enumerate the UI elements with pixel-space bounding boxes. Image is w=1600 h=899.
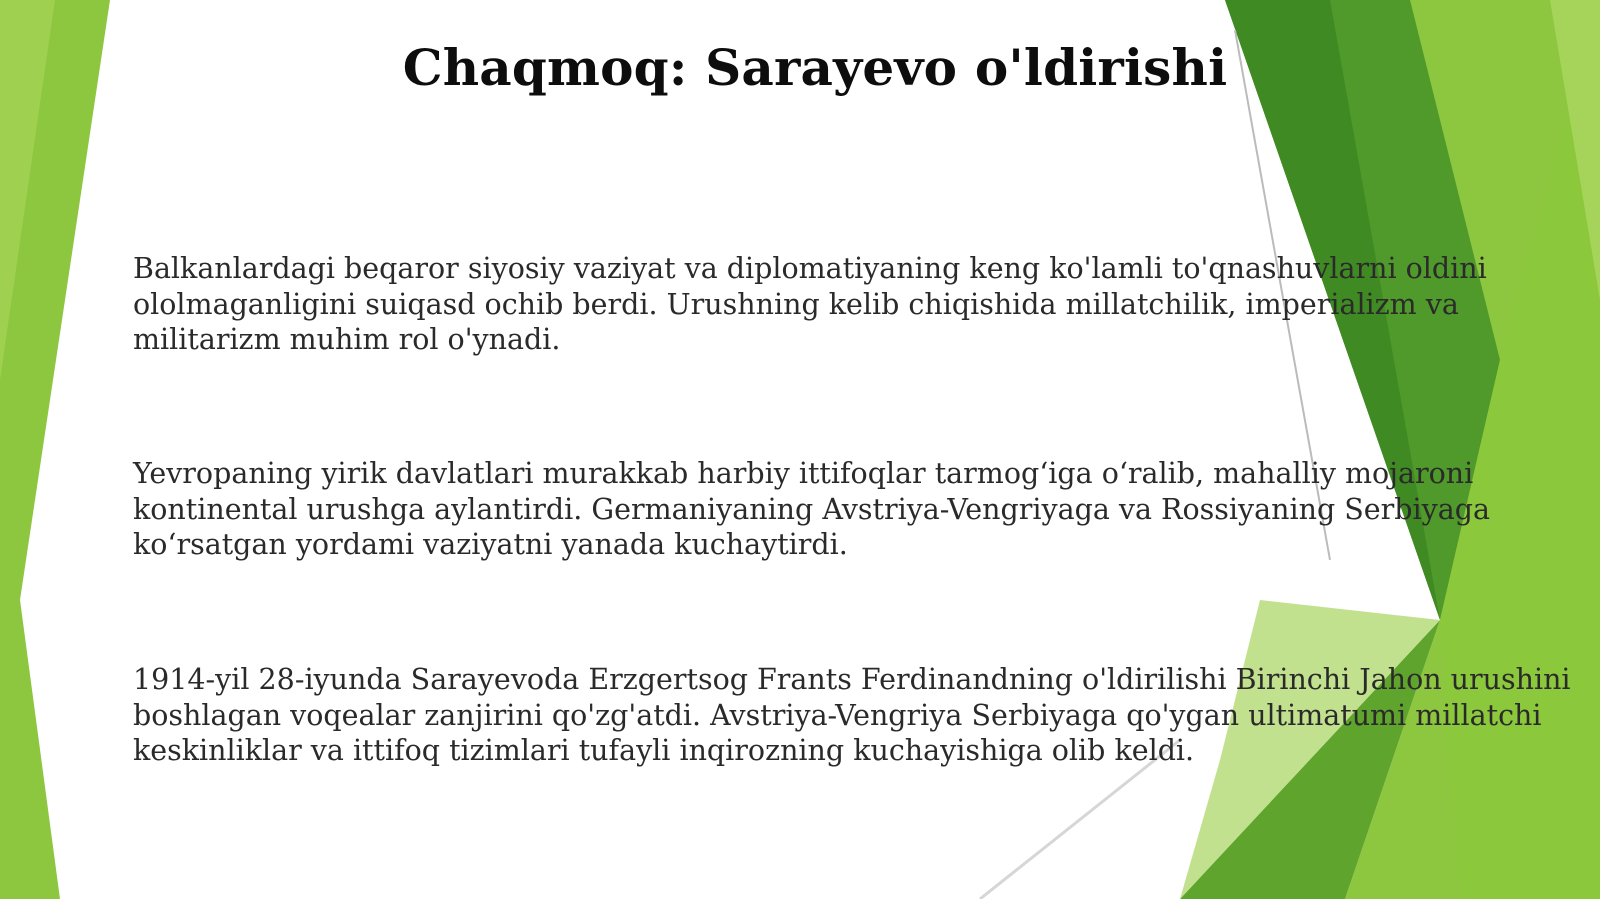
paragraph-1: Balkanlardagi beqaror siyosiy vaziyat va diplomatiyaning keng ko'lamli to'qnashuvlarni oldini ololmaganligini suiqasd ochib berdi. Urushning kelib chiqishida millatchilik, imperializm va militarizm muhim rol o'ynadi. — [133, 252, 1487, 357]
paragraph-3: 1914-yil 28-iyunda Sarayevoda Erzgertsog Frants Ferdinandning o'ldirilishi Birinchi Jahon urushini boshlagan voqealar zanjirini qo'zg'atdi. Avstriya-Vengriya Serbiyaga qo'ygan ultimatumi millatchi keskinliklar va ittifoq tizimlari tufayli inqirozning kuchayishiga olib keldi. — [133, 663, 1571, 768]
paragraph-2: Yevropaning yirik davlatlari murakkab harbiy ittifoqlar tarmog‘iga o‘ralib, mahalliy mojaroni kontinental urushga aylantirdi. Germaniyaning Avstriya-Vengriyaga va Rossiyaning Serbiyaga ko‘rsatgan yordami vaziyatni yanada kuchaytirdi. — [133, 457, 1490, 562]
slide-title: Chaqmoq: Sarayevo o'ldirishi — [402, 38, 1228, 97]
